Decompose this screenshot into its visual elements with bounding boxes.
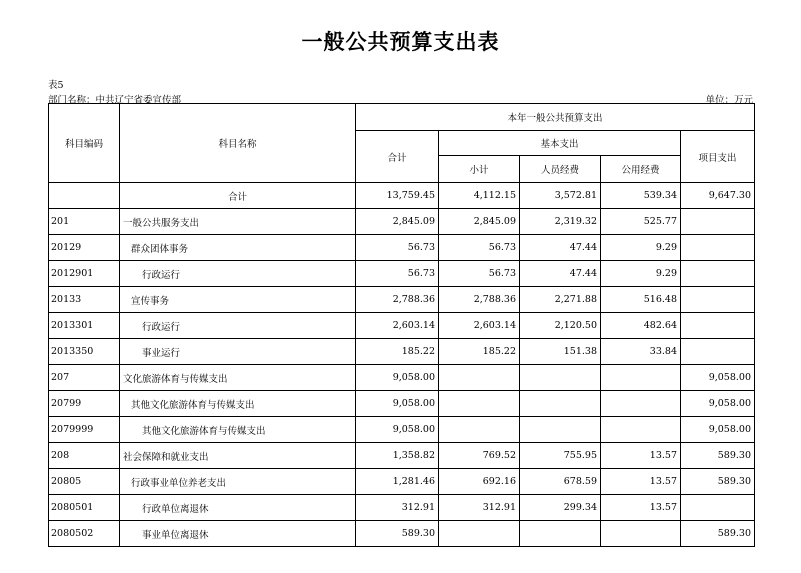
- cell-project: [681, 313, 755, 339]
- cell-public: [601, 521, 681, 547]
- table-row: [49, 443, 755, 469]
- total-total: 13,759.45: [356, 183, 439, 209]
- cell-total: 9,058.00: [356, 417, 439, 443]
- cell-personnel: 2,271.88: [520, 287, 601, 313]
- cell-project: [681, 235, 755, 261]
- cell-subtotal: 769.52: [439, 443, 520, 469]
- cell-total: 312.91: [356, 495, 439, 521]
- cell-code: 201: [49, 209, 120, 235]
- cell-total: 56.73: [356, 235, 439, 261]
- cell-project: 589.30: [681, 443, 755, 469]
- header-name: 科目名称: [120, 104, 356, 183]
- cell-total: 2,603.14: [356, 313, 439, 339]
- cell-personnel: 2,319.32: [520, 209, 601, 235]
- table-row: [49, 417, 755, 443]
- cell-project: 589.30: [681, 521, 755, 547]
- cell-name: 一般公共服务支出: [120, 209, 356, 235]
- table-number: 表5: [48, 80, 64, 91]
- cell-personnel: [520, 417, 601, 443]
- cell-name: 其他文化旅游体育与传媒支出: [120, 391, 356, 417]
- cell-project: 9,058.00: [681, 417, 755, 443]
- cell-name: 事业运行: [120, 339, 356, 365]
- cell-code: 208: [49, 443, 120, 469]
- header-group: 本年一般公共预算支出: [356, 104, 755, 131]
- budget-table: [48, 103, 755, 547]
- header-total: 合计: [356, 131, 439, 183]
- cell-name: 行政运行: [120, 313, 356, 339]
- cell-personnel: [520, 365, 601, 391]
- cell-name: 行政运行: [120, 261, 356, 287]
- table-row: [49, 287, 755, 313]
- header-subtotal: 小计: [439, 156, 520, 183]
- cell-name: 行政事业单位养老支出: [120, 469, 356, 495]
- total-project: 9,647.30: [681, 183, 755, 209]
- total-row: [49, 183, 755, 209]
- total-label: 合计: [120, 183, 356, 209]
- cell-personnel: 299.34: [520, 495, 601, 521]
- cell-public: [601, 391, 681, 417]
- cell-total: 1,281.46: [356, 469, 439, 495]
- cell-subtotal: 185.22: [439, 339, 520, 365]
- cell-subtotal: 2,603.14: [439, 313, 520, 339]
- total-public: 539.34: [601, 183, 681, 209]
- cell-name: 其他文化旅游体育与传媒支出: [120, 417, 356, 443]
- cell-public: 9.29: [601, 261, 681, 287]
- total-personnel: 3,572.81: [520, 183, 601, 209]
- header-public: 公用经费: [601, 156, 681, 183]
- unit-label: 单位：万元: [705, 95, 753, 106]
- total-code: [49, 183, 120, 209]
- cell-total: 1,358.82: [356, 443, 439, 469]
- cell-subtotal: 692.16: [439, 469, 520, 495]
- cell-code: 207: [49, 365, 120, 391]
- page-title: 一般公共预算支出表: [301, 29, 500, 54]
- cell-code: 20799: [49, 391, 120, 417]
- cell-name: 社会保障和就业支出: [120, 443, 356, 469]
- cell-code: 20133: [49, 287, 120, 313]
- cell-code: 2080502: [49, 521, 120, 547]
- cell-project: [681, 495, 755, 521]
- department-name: 部门名称：中共辽宁省委宣传部: [48, 95, 182, 106]
- cell-code: 2079999: [49, 417, 120, 443]
- cell-total: 2,788.36: [356, 287, 439, 313]
- cell-personnel: [520, 521, 601, 547]
- cell-subtotal: [439, 365, 520, 391]
- table-row: [49, 495, 755, 521]
- cell-total: 589.30: [356, 521, 439, 547]
- cell-project: [681, 209, 755, 235]
- table-row: [49, 313, 755, 339]
- cell-code: 2013350: [49, 339, 120, 365]
- cell-public: [601, 365, 681, 391]
- cell-code: 20129: [49, 235, 120, 261]
- cell-personnel: 151.38: [520, 339, 601, 365]
- cell-subtotal: [439, 521, 520, 547]
- cell-personnel: 755.95: [520, 443, 601, 469]
- cell-total: 56.73: [356, 261, 439, 287]
- cell-code: 2013301: [49, 313, 120, 339]
- cell-public: 482.64: [601, 313, 681, 339]
- cell-project: 589.30: [681, 469, 755, 495]
- table-row: [49, 365, 755, 391]
- cell-total: 9,058.00: [356, 365, 439, 391]
- header-project: 项目支出: [681, 131, 755, 183]
- cell-subtotal: 312.91: [439, 495, 520, 521]
- cell-total: 185.22: [356, 339, 439, 365]
- cell-public: 33.84: [601, 339, 681, 365]
- cell-personnel: 47.44: [520, 235, 601, 261]
- cell-project: [681, 339, 755, 365]
- cell-total: 9,058.00: [356, 391, 439, 417]
- table-row: [49, 235, 755, 261]
- table-row: [49, 209, 755, 235]
- cell-name: 事业单位离退休: [120, 521, 356, 547]
- table-row: [49, 521, 755, 547]
- table-row: [49, 261, 755, 287]
- cell-project: 9,058.00: [681, 391, 755, 417]
- cell-personnel: 2,120.50: [520, 313, 601, 339]
- table-row: [49, 469, 755, 495]
- cell-name: 群众团体事务: [120, 235, 356, 261]
- cell-project: [681, 261, 755, 287]
- cell-project: 9,058.00: [681, 365, 755, 391]
- cell-personnel: [520, 391, 601, 417]
- cell-subtotal: 56.73: [439, 235, 520, 261]
- cell-subtotal: [439, 391, 520, 417]
- cell-project: [681, 287, 755, 313]
- cell-public: 13.57: [601, 443, 681, 469]
- cell-code: 2080501: [49, 495, 120, 521]
- cell-code: 2012901: [49, 261, 120, 287]
- cell-public: [601, 417, 681, 443]
- cell-subtotal: 2,845.09: [439, 209, 520, 235]
- cell-code: 20805: [49, 469, 120, 495]
- table-row: [49, 339, 755, 365]
- cell-personnel: 678.59: [520, 469, 601, 495]
- cell-subtotal: 56.73: [439, 261, 520, 287]
- header-code: 科目编码: [49, 104, 120, 183]
- header-personnel: 人员经费: [520, 156, 601, 183]
- header-basic: 基本支出: [439, 131, 681, 156]
- cell-subtotal: [439, 417, 520, 443]
- cell-name: 宣传事务: [120, 287, 356, 313]
- total-subtotal: 4,112.15: [439, 183, 520, 209]
- cell-subtotal: 2,788.36: [439, 287, 520, 313]
- cell-name: 行政单位离退休: [120, 495, 356, 521]
- cell-personnel: 47.44: [520, 261, 601, 287]
- table-row: [49, 391, 755, 417]
- cell-public: 516.48: [601, 287, 681, 313]
- cell-name: 文化旅游体育与传媒支出: [120, 365, 356, 391]
- cell-public: 13.57: [601, 495, 681, 521]
- cell-public: 13.57: [601, 469, 681, 495]
- cell-public: 525.77: [601, 209, 681, 235]
- cell-total: 2,845.09: [356, 209, 439, 235]
- cell-public: 9.29: [601, 235, 681, 261]
